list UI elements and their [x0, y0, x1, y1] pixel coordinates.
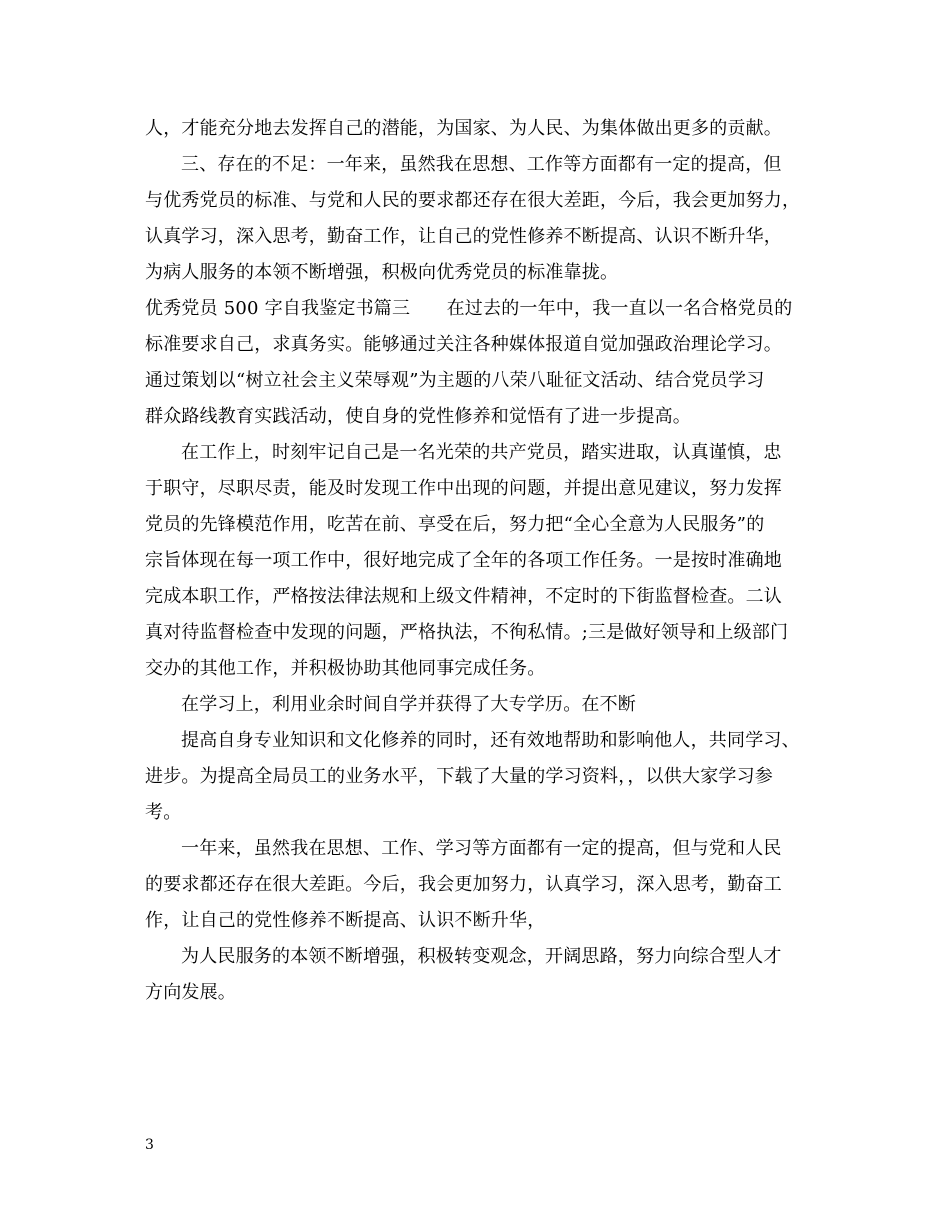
text-line-25: 方向发展。 [145, 982, 236, 1003]
text-line-9: 群众路线教育实践活动，使自身的党性修养和觉悟有了进一步提高。 [145, 406, 691, 427]
text-line-11: 于职守，尽职尽责，能及时发现工作中出现的问题，并提出意见建议，努力发挥 [145, 478, 782, 499]
text-line-23: 作，让自己的党性修养不断提高、认识不断升华， [145, 910, 546, 931]
text-line-12: 党员的先锋模范作用，吃苦在前、享受在后，努力把“全心全意为人民服务”的 [145, 514, 765, 535]
text-line-18: 提高自身专业知识和文化修养的同时，还有效地帮助和影响他人，共同学习、 [181, 730, 800, 751]
page-number: 3 [145, 1137, 154, 1153]
text-line-24: 为人民服务的本领不断增强，积极转变观念，开阔思路，努力向综合型人才 [181, 946, 782, 967]
text-line-21: 一年来，虽然我在思想、工作、学习等方面都有一定的提高，但与党和人民 [181, 838, 782, 859]
text-line-5: 为病人服务的本领不断增强，积极向优秀党员的标准靠拢。 [145, 262, 619, 283]
text-line-13: 宗旨体现在每一项工作中，很好地完成了全年的各项工作任务。一是按时准确地 [145, 550, 782, 571]
text-line-20: 考。 [145, 802, 182, 823]
text-line-6: 优秀党员 500 字自我鉴定书篇三 在过去的一年中，我一直以一名合格党员的 [145, 298, 793, 319]
text-line-8: 通过策划以“树立社会主义荣辱观”为主题的八荣八耻征文活动、结合党员学习 [145, 370, 765, 391]
text-line-7: 标准要求自己，求真务实。能够通过关注各种媒体报道自觉加强政治理论学习。 [145, 334, 782, 355]
text-line-19: 进步。为提高全局员工的业务水平，下载了大量的学习资料，，以供大家学习参 [145, 766, 773, 787]
text-line-14: 完成本职工作，严格按法律法规和上级文件精神，不定时的下街监督检查。二认 [145, 586, 782, 607]
text-line-2: 三、存在的不足：一年来，虽然我在思想、工作等方面都有一定的提高，但 [181, 154, 782, 175]
text-line-1: 人，才能充分地去发挥自己的潜能，为国家、为人民、为集体做出更多的贡献。 [145, 118, 782, 139]
text-line-17: 在学习上，利用业余时间自学并获得了大专学历。在不断 [181, 694, 636, 715]
text-line-3: 与优秀党员的标准、与党和人民的要求都还存在很大差距，今后，我会更加努力， [145, 190, 801, 211]
text-line-4: 认真学习，深入思考，勤奋工作，让自己的党性修养不断提高、认识不断升华， [145, 226, 782, 247]
text-line-22: 的要求都还存在很大差距。今后，我会更加努力，认真学习，深入思考，勤奋工 [145, 874, 782, 895]
text-line-16: 交办的其他工作，并积极协助其他同事完成任务。 [145, 658, 546, 679]
text-line-10: 在工作上，时刻牢记自己是一名光荣的共产党员，踏实进取，认真谨慎，忠 [181, 442, 782, 463]
text-line-15: 真对待监督检查中发现的问题，严格执法，不徇私情。;三是做好领导和上级部门 [145, 622, 789, 643]
